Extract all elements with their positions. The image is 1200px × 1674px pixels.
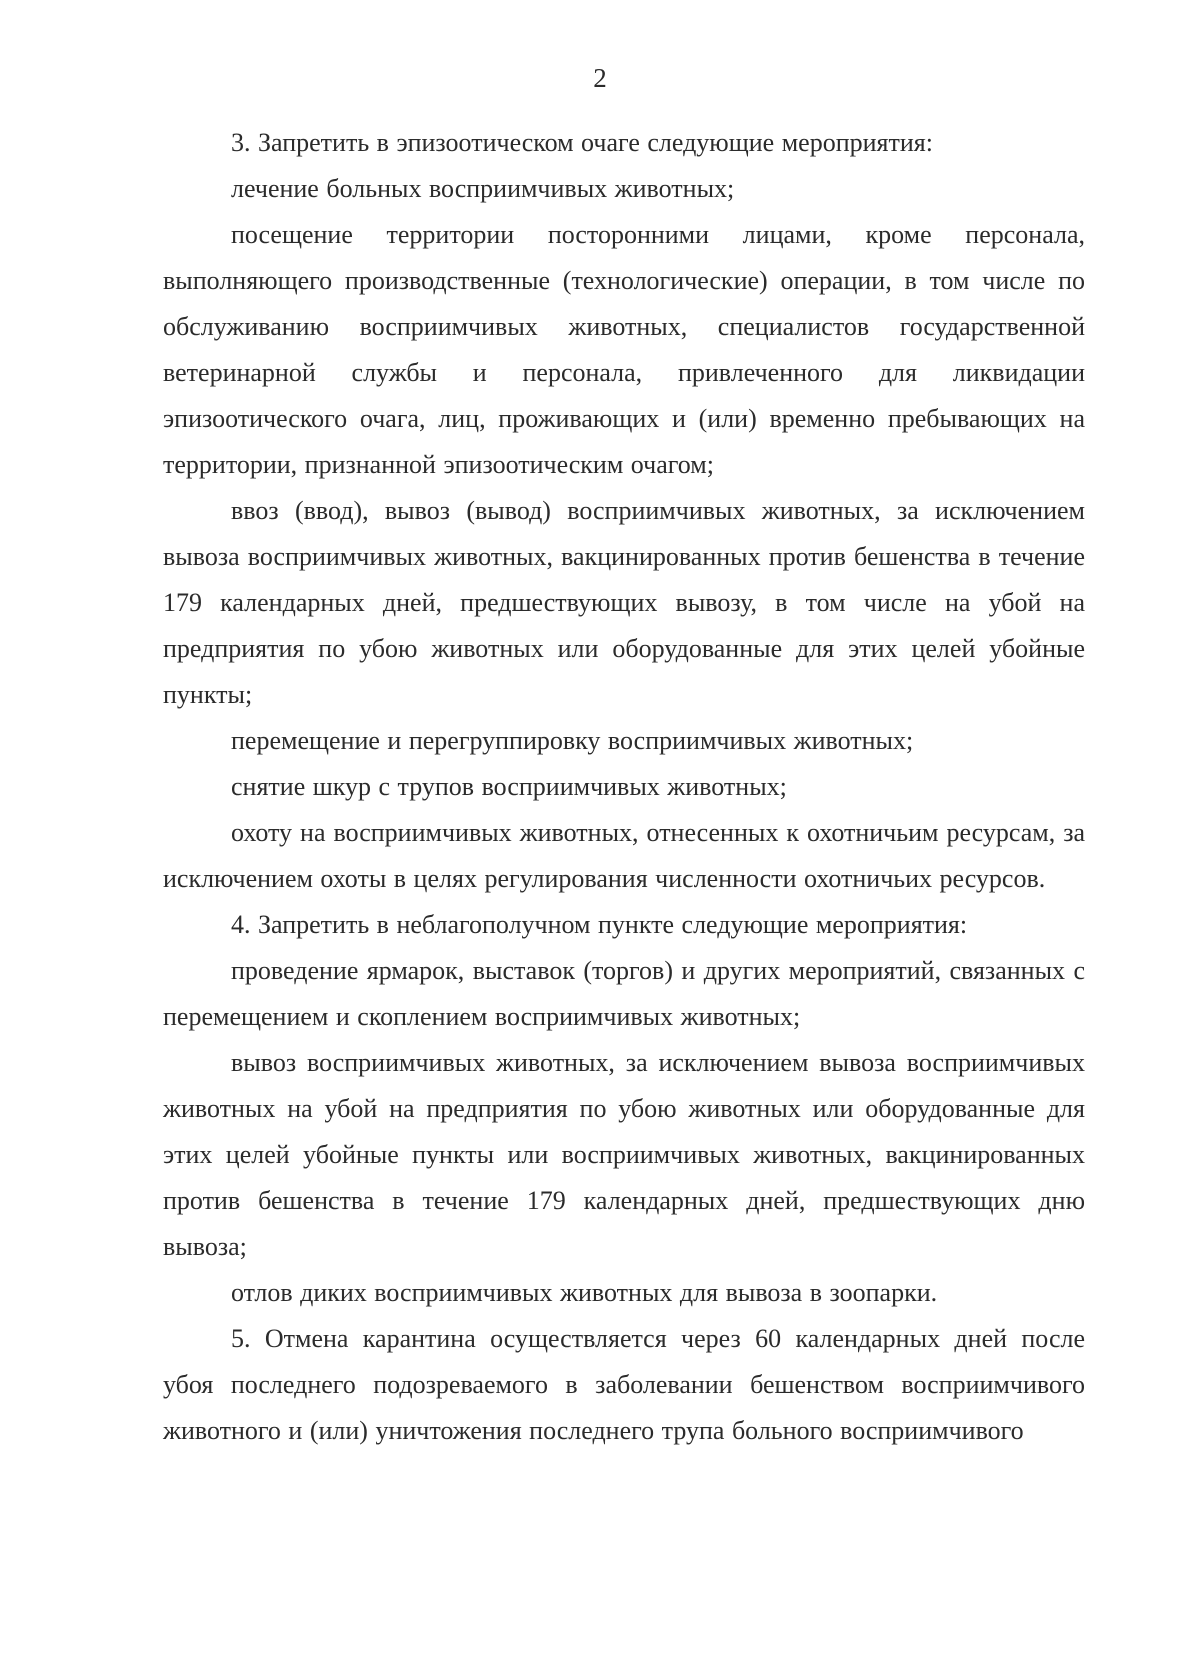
- paragraph-regrouping-ban: перемещение и перегруппировку восприимчивых животных;: [231, 726, 914, 755]
- paragraph-skinning-ban: снятие шкур с трупов восприимчивых животных;: [231, 772, 787, 801]
- page-number: 2: [593, 63, 607, 93]
- paragraph-hunting-ban: охоту на восприимчивых животных, отнесенных к охотничьим ресурсам, за исключением охоты в целях регулирования численности охотничьих ресурсов.: [163, 818, 1085, 893]
- paragraph-treatment-ban: лечение больных восприимчивых животных;: [231, 174, 735, 203]
- paragraph-4-heading: 4. Запретить в неблагополучном пункте следующие мероприятия:: [231, 910, 968, 939]
- paragraph-removal-ban: вывоз восприимчивых животных, за исключением вывоза восприимчивых животных на убой на предприятия по убою животных или оборудованные для этих целей убойные пункты или восприимчивых животных, вакцинированных против бешенства в течение 179 календарных дней, предшествующих дню вывоза;: [163, 1048, 1085, 1261]
- document-body: [163, 120, 1085, 1454]
- paragraph-5-quarantine-cancel: 5. Отмена карантина осуществляется через 60 календарных дней после убоя последнего подозреваемого в заболевании бешенством восприимчивого животного и (или) уничтожения последнего трупа больного восприимчивого: [163, 1324, 1085, 1445]
- paragraph-3-heading: 3. Запретить в эпизоотическом очаге следующие мероприятия:: [231, 128, 933, 157]
- paragraph-import-export-ban: ввоз (ввод), вывоз (вывод) восприимчивых животных, за исключением вывоза восприимчивых животных, вакцинированных против бешенства в течение 179 календарных дней, предшествующих вывозу, в том числе на убой на предприятия по убою животных или оборудованные для этих целей убойные пункты;: [163, 496, 1085, 709]
- paragraph-visit-ban: посещение территории посторонними лицами, кроме персонала, выполняющего производственные (технологические) операции, в том числе по обслуживанию восприимчивых животных, специалистов государственной ветеринарной службы и персонала, привлеченного для ликвидации эпизоотического очага, лиц, проживающих и (или) временно пребывающих на территории, признанной эпизоотическим очагом;: [163, 220, 1085, 479]
- paragraph-fairs-ban: проведение ярмарок, выставок (торгов) и других мероприятий, связанных с перемещением и скоплением восприимчивых животных;: [163, 956, 1085, 1031]
- paragraph-capture-ban: отлов диких восприимчивых животных для вывоза в зоопарки.: [231, 1278, 938, 1307]
